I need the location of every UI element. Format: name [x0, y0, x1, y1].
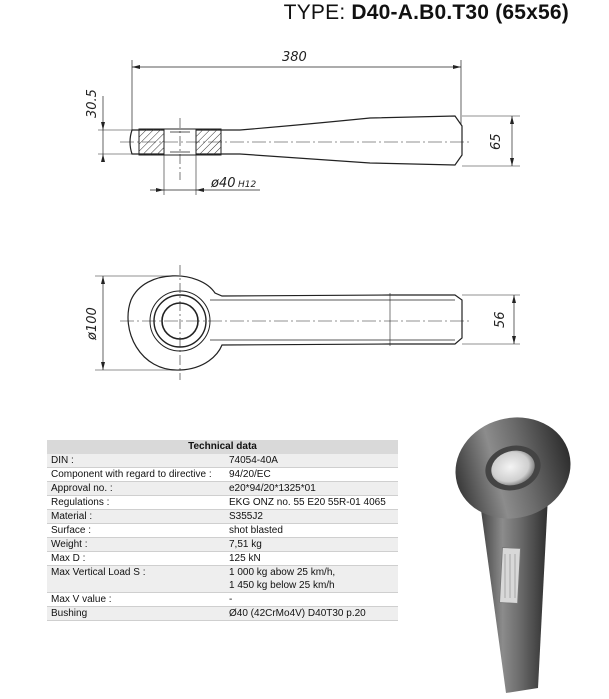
dim-56 [493, 295, 516, 344]
row-value: 94/20/EC [229, 469, 271, 480]
dim-100 [85, 276, 105, 370]
row-label: Weight : [51, 539, 88, 550]
dim-bore-label: ø40 [211, 176, 236, 191]
table-heading: Technical data [47, 440, 398, 454]
row-value: 1 000 kg abow 25 km/h, 1 450 kg below 25 km/h [229, 567, 336, 591]
dim-height-label: 65 [489, 133, 504, 150]
type-code: D40-A.B0.T30 (65x56) [351, 1, 569, 24]
top-view [95, 265, 520, 380]
dim-65 [489, 116, 514, 166]
table-row [47, 454, 398, 468]
table-row [47, 524, 398, 538]
table-row [47, 496, 398, 510]
row-label: Max Vertical Load S : [51, 567, 146, 578]
side-view [98, 60, 520, 195]
dim-bore-tolerance: H12 [238, 180, 257, 190]
row-value: Ø40 (42CrMo4V) D40T30 p.20 [229, 608, 366, 619]
dim-offset [85, 89, 105, 162]
dim-bore [156, 176, 256, 192]
row-label: Surface : [51, 525, 92, 536]
row-label: Material : [51, 511, 93, 522]
row-value: e20*94/20*1325*01 [229, 483, 316, 494]
product-photo [418, 408, 598, 698]
title-prefix: TYPE: [283, 1, 352, 24]
row-label: Max D : [51, 553, 86, 564]
dim-offset-label: 30.5 [85, 89, 100, 118]
row-label: Regulations : [51, 497, 110, 508]
dim-eye-label: ø100 [85, 307, 100, 340]
row-value: S355J2 [229, 511, 263, 522]
table-row [47, 607, 398, 621]
row-value: - [229, 594, 233, 605]
table-row [47, 593, 398, 607]
table-row [47, 482, 398, 496]
row-label: Bushing [51, 608, 88, 619]
row-label: Max V value : [51, 594, 112, 605]
table-row [47, 468, 398, 482]
row-value: 7,51 kg [229, 539, 262, 550]
row-label: Approval no. : [51, 483, 113, 494]
table-row [47, 510, 398, 524]
row-label: Component with regard to directive : [51, 469, 212, 480]
row-value: shot blasted [229, 525, 283, 536]
technical-data-table [47, 440, 398, 621]
dim-380 [132, 50, 461, 69]
table-row [47, 552, 398, 566]
table-row [47, 566, 398, 593]
dim-length-label: 380 [282, 50, 307, 65]
row-value: EKG ONZ no. 55 E20 55R-01 4065 [229, 497, 386, 508]
row-value: 74054-40A [229, 455, 278, 466]
row-label: DIN : [51, 455, 74, 466]
table-row [47, 538, 398, 552]
row-value: 125 kN [229, 553, 261, 564]
dim-width-label: 56 [493, 311, 508, 328]
